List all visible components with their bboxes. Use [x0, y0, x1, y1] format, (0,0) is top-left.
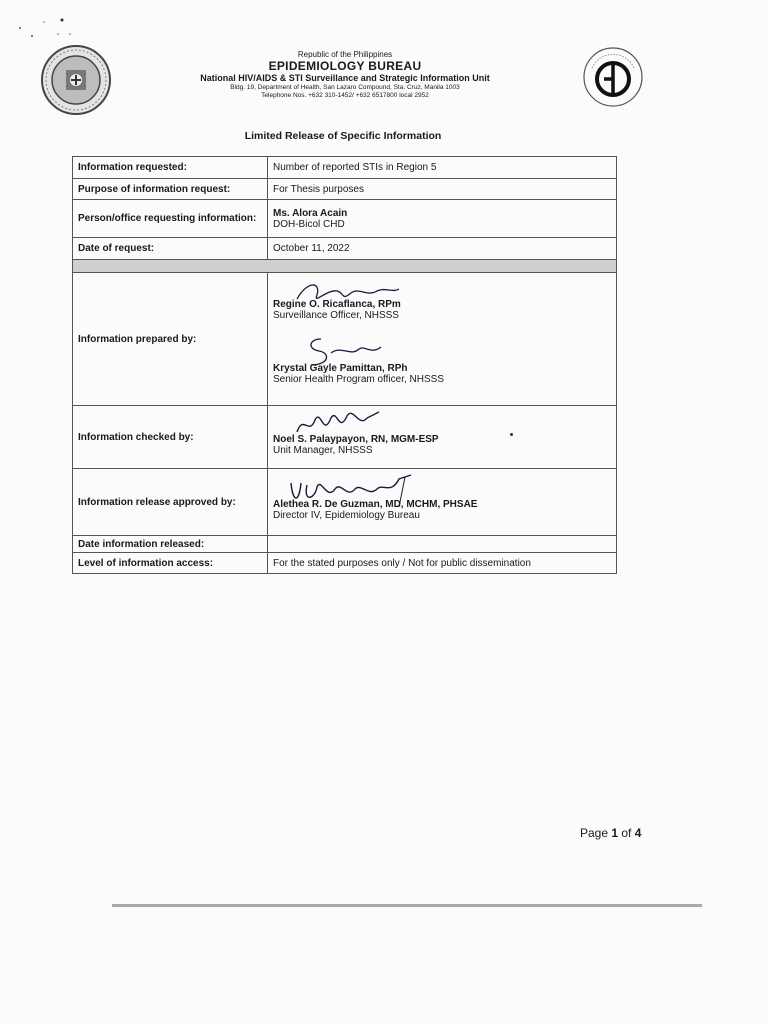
unit-name: National HIV/AIDS & STI Surveillance and Strategic Information Unit [200, 73, 490, 83]
preparer-name: Krystal Gayle Pamittan, RPh [273, 363, 408, 374]
preparer-title: Senior Health Program officer, NHSSS [273, 374, 445, 385]
checked-signature-block [273, 408, 611, 466]
requester-office: DOH-Bicol CHD [273, 218, 345, 230]
preparer-1 [273, 299, 401, 321]
document-title: Limited Release of Specific Information [244, 130, 442, 142]
approver [273, 499, 477, 521]
row-value [268, 536, 617, 553]
row-value: For Thesis purposes [268, 179, 617, 200]
total-pages: 4 [634, 826, 642, 840]
row-label: Purpose of information request: [73, 179, 268, 200]
table-row [73, 536, 617, 553]
row-label: Information release approved by: [73, 469, 268, 536]
table-row [73, 238, 617, 260]
footer-rule [112, 904, 702, 907]
approver-title: Director IV, Epidemiology Bureau [273, 510, 420, 521]
approver-name: Alethea R. De Guzman, MD, MCHM, PHSAE [273, 499, 478, 510]
republic-line: Republic of the Philippines [297, 50, 393, 59]
scan-specks [14, 14, 84, 44]
preparer-title: Surveillance Officer, NHSSS [273, 310, 399, 321]
table-row [73, 273, 617, 406]
row-value [268, 406, 617, 469]
row-label: Date information released: [73, 536, 268, 553]
current-page: 1 [611, 826, 619, 840]
prepared-signatures [273, 275, 611, 403]
row-label: Information checked by: [73, 406, 268, 469]
bureau-name: EPIDEMIOLOGY BUREAU [268, 59, 422, 73]
letterhead [130, 50, 560, 100]
row-label: Date of request: [73, 238, 268, 260]
information-table [72, 156, 617, 574]
row-label: Information requested: [73, 157, 268, 179]
requester-name: Ms. Alora Acain [273, 207, 348, 219]
row-value: Number of reported STIs in Region 5 [268, 157, 617, 179]
checker [273, 434, 439, 456]
row-value: For the stated purposes only / Not for public dissemination [268, 553, 617, 574]
address-line: Bldg. 19, Department of Health, San Lazaro Compound, Sta. Cruz, Manila 1003 [230, 84, 460, 91]
telephone-line: Telephone Nos. +632 310-1452/ +632 6517800 local 2952 [261, 92, 429, 99]
row-value [268, 273, 617, 406]
scan-speck [510, 433, 513, 436]
row-label: Information prepared by: [73, 273, 268, 406]
table-row [73, 157, 617, 179]
row-value: October 11, 2022 [268, 238, 617, 260]
row-value [268, 200, 617, 238]
epidemiology-bureau-logo-icon [582, 46, 644, 108]
table-row [73, 406, 617, 469]
row-label: Person/office requesting information: [73, 200, 268, 238]
table-row [73, 469, 617, 536]
preparer-name: Regine O. Ricaflanca, RPm [273, 299, 401, 310]
checker-name: Noel S. Palaypayon, RN, MGM-ESP [273, 434, 439, 445]
preparer-2 [273, 363, 444, 385]
row-value [268, 469, 617, 536]
checker-title: Unit Manager, NHSSS [273, 445, 373, 456]
shaded-separator-row [73, 260, 617, 273]
table-row [73, 200, 617, 238]
approved-signature-block [273, 471, 611, 533]
table-row [73, 553, 617, 574]
doh-seal-icon [40, 44, 112, 116]
table-row [73, 179, 617, 200]
page-number: Page 1 of 4 [580, 826, 642, 840]
row-label: Level of information access: [73, 553, 268, 574]
